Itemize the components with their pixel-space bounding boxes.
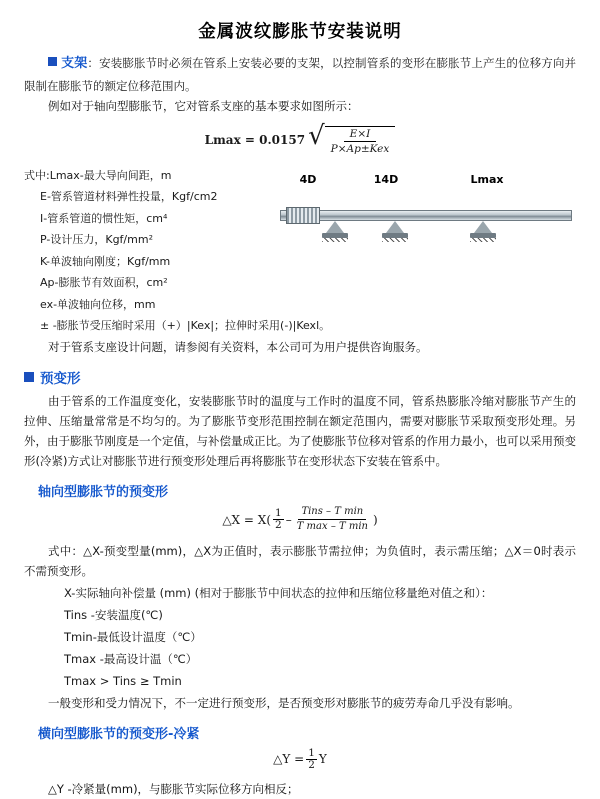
diagram-dimension-labels [274, 173, 576, 186]
equation-rhs: Y [318, 752, 327, 767]
dimension-label-4d: 4D [299, 173, 317, 186]
pipe-icon [280, 210, 572, 221]
lmax-formula [24, 121, 576, 155]
lateral-predeform-title: 横向型膨胀节的预变形-冷紧 [38, 726, 200, 742]
axial-item: Tmin-最低设计温度（℃） [64, 630, 202, 645]
fraction-denominator: 2 [308, 758, 315, 771]
bellows-expansion-joint-icon [286, 207, 320, 224]
legend-item: 式中:Lmax-最大导向间距，m [24, 169, 172, 182]
axial-predeform-title: 轴向型膨胀节的预变形 [38, 485, 169, 501]
pipe-anchor-icon [382, 221, 408, 243]
pipe-support-diagram [274, 165, 576, 258]
blue-square-bullet-icon [48, 57, 57, 66]
predeform-paragraph: 由于管系的工作温度变化，安装膨胀节时的温度与工作时的温度不同，管系热膨胀冷缩对膨胀节产生的拉伸、压缩量常常是不均匀的。为了膨胀节变形范围控制在额定范围内，需要对膨胀节采取预变形处理。另外，由于膨胀节刚度是一个定值，与补偿量成正比。为了使膨胀节位移对管系的作用力最小，也可以采用预变形(冷紧)方式让对膨胀节进行预变形处理后再将膨胀节在变形状态下安装在管系中。 [24, 393, 576, 468]
support-intro-text: 安装膨胀节时必须在管系上安装必要的支架，以控制管系的变形在膨胀节上产生的位移方向并限制在膨胀节的额定位移范围内。 [24, 56, 576, 93]
legend-item: ex-单波轴向位移，mm [40, 297, 156, 311]
lateral-predeform-equation [24, 748, 576, 771]
lmax-formula-numerator: E×I [344, 128, 377, 142]
axial-item: Tmax > Tins ≥ Tmin [64, 673, 182, 688]
one-half-fraction: 1 2 [275, 507, 282, 532]
fraction-denominator: T max – T min [296, 521, 368, 533]
sqrt-symbol-icon: √ $\frac{E\times I}{\text{P×Ap±Kex}}$ [308, 124, 395, 155]
legend-item: ± -膨胀节受压缩时采用（+）|Kex|；拉伸时采用(-)|Kexl。 [40, 319, 331, 333]
page-title: 金属波纹膨胀节安装说明 [198, 22, 402, 42]
legend-and-diagram [24, 165, 576, 337]
axial-predeform-equation [24, 506, 576, 533]
fraction-numerator: Tins – T min [298, 506, 366, 520]
one-half-fraction [306, 748, 317, 771]
axial-item: Tins -安装温度(℃) [64, 608, 163, 623]
support-intro-paragraph: 支架：安装膨胀节时必须在管系上安装必要的支架，以控制管系的变形在膨胀节上产生的位移方向并限制在膨胀节的额定位移范围内。 [24, 56, 576, 93]
lmax-formula-denominator: P×Ap±Kex [330, 143, 390, 155]
legend-item: E-管系管道材料弹性投量，Kgf/cm2 [40, 190, 218, 204]
axial-note-line: 一般变形和受力情况下，不一定进行预变形，是否预变形对膨胀节的疲劳寿命几乎没有影响。 [48, 695, 520, 710]
axial-item: Tmax -最高设计温（℃） [64, 651, 198, 666]
lmax-formula-lhs: Lmax = 0.0157 [204, 132, 306, 147]
temperature-fraction [294, 506, 371, 533]
lateral-note-line: △Y -冷紧量(mm)，与膨胀节实际位移方向相反； [48, 781, 299, 796]
legend-item: Ap-膨胀节有效面积，cm² [40, 276, 168, 290]
equation-rhs: ) [372, 512, 378, 527]
equation-lhs: △X = X( [222, 512, 272, 527]
pipe-anchor-icon [322, 221, 348, 243]
legend-item: K-单波轴向刚度；Kgf/mm [40, 254, 171, 268]
support-closing-line: 对于管系支座设计问题，请参阅有关资料，本公司可为用户提供咨询服务。 [48, 339, 428, 354]
fraction-numerator: 1 [308, 746, 315, 759]
axial-where-line: 式中：△X-预变型量(mm)，△X为正值时，表示膨胀节需拉伸；为负值时，表示需压缩；△X＝0时表示不需预变形。 [24, 544, 576, 579]
equation-minus: – [285, 512, 292, 527]
predeform-section-heading: 预变形 [24, 367, 576, 387]
legend-item: I-管系管道的惯性矩，cm⁴ [40, 211, 168, 225]
blue-square-bullet-icon [24, 372, 34, 382]
pipe-illustration [274, 188, 576, 258]
pipe-anchor-icon [470, 221, 496, 243]
dimension-label-14d: 14D [373, 173, 399, 186]
support-heading: 支架 [61, 56, 88, 71]
axial-item: X-实际轴向补偿量 (mm) (相对于膨胀节中间状态的拉伸和压缩位移量绝对值之和）： [64, 586, 493, 601]
legend-item: P-设计压力，Kgf/mm² [40, 233, 153, 247]
support-example-line: 例如对于轴向型膨胀节，它对管系支座的基本要求如图所示： [48, 98, 359, 113]
dimension-label-lmax: Lmax [470, 173, 504, 186]
equation-lhs: △Y = [273, 752, 305, 767]
